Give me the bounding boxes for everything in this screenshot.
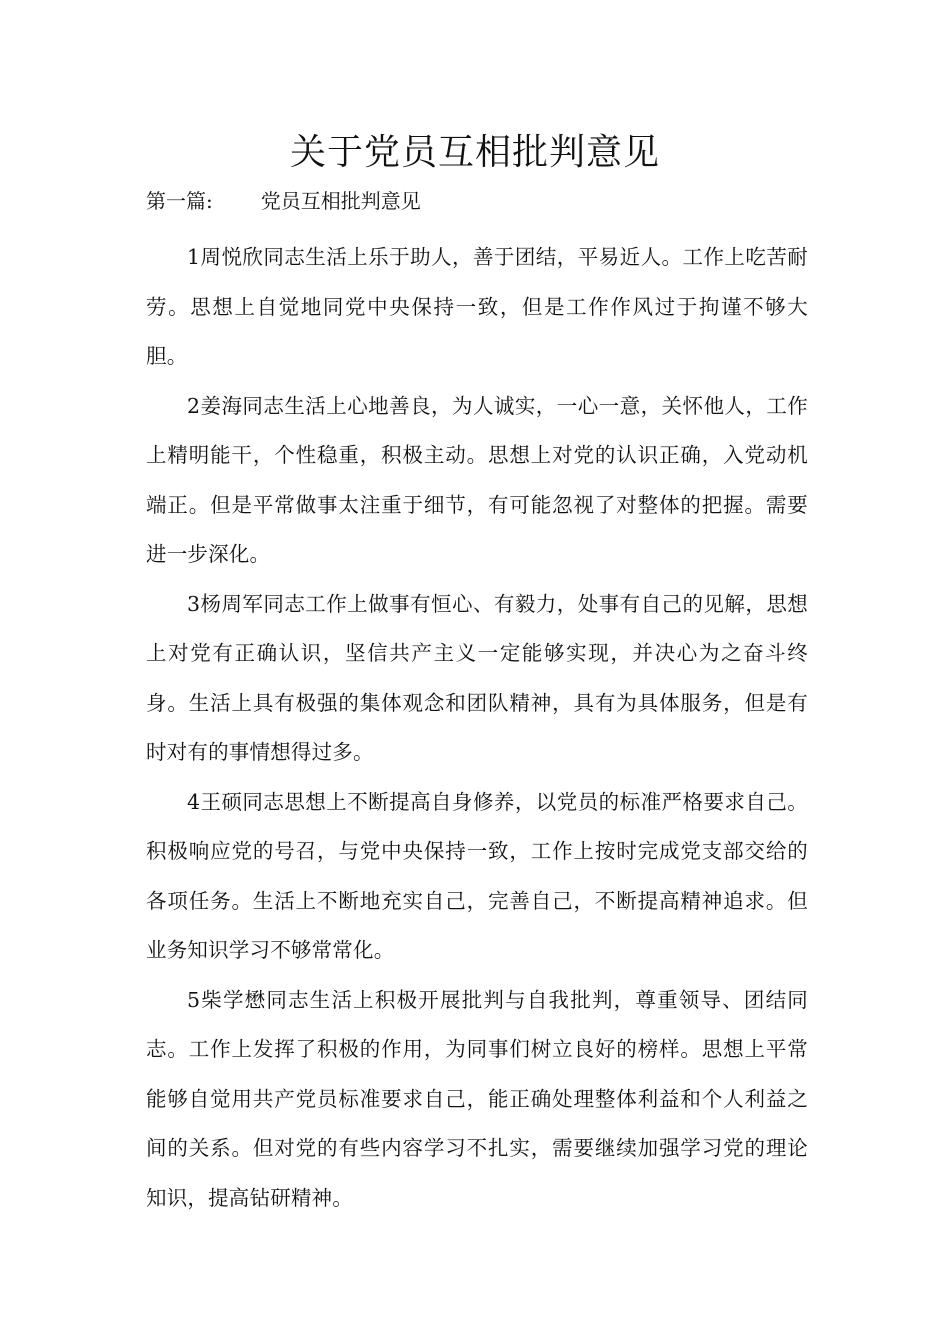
paragraph-1: 1周悦欣同志生活上乐于助人，善于团结，平易近人。工作上吃苦耐劳。思想上自觉地同党中央保持一致，但是工作作风过于拘谨不够大胆。 xyxy=(146,245,808,368)
section-label: 第一篇: xyxy=(146,189,213,213)
paragraph-3: 3杨周军同志工作上做事有恒心、有毅力，处事有自己的见解，思想上对党有正确认识，坚信共产主义一定能够实现，并决心为之奋斗终身。生活上具有极强的集体观念和团队精神，具有为具体服务，但是有时对有的事情想得过多。 xyxy=(146,591,808,764)
section-heading xyxy=(146,186,806,216)
paragraph-5: 5柴学懋同志生活上积极开展批判与自我批判，尊重领导、团结同志。工作上发挥了积极的作用，为同事们树立良好的榜样。思想上平常能够自觉用共产党员标准要求自己，能正确处理整体利益和个人利益之间的关系。但对党的有些内容学习不扎实，需要继续加强学习党的理论知识，提高钻研精神。 xyxy=(146,987,808,1210)
section-title: 党员互相批判意见 xyxy=(260,189,421,213)
document-body xyxy=(146,233,808,1223)
paragraph-2: 2姜海同志生活上心地善良，为人诚实，一心一意，关怀他人，工作上精明能干，个性稳重，积极主动。思想上对党的认识正确，入党动机端正。但是平常做事太注重于细节，有可能忽视了对整体的把握。需要进一步深化。 xyxy=(146,393,808,566)
document-title: 关于党员互相批判意见 xyxy=(289,132,660,173)
paragraph-4: 4王硕同志思想上不断提高自身修养，以党员的标准严格要求自己。积极响应党的号召，与党中央保持一致，工作上按时完成党支部交给的各项任务。生活上不断地充实自己，完善自己，不断提高精神追求。但业务知识学习不够常常化。 xyxy=(146,789,808,962)
